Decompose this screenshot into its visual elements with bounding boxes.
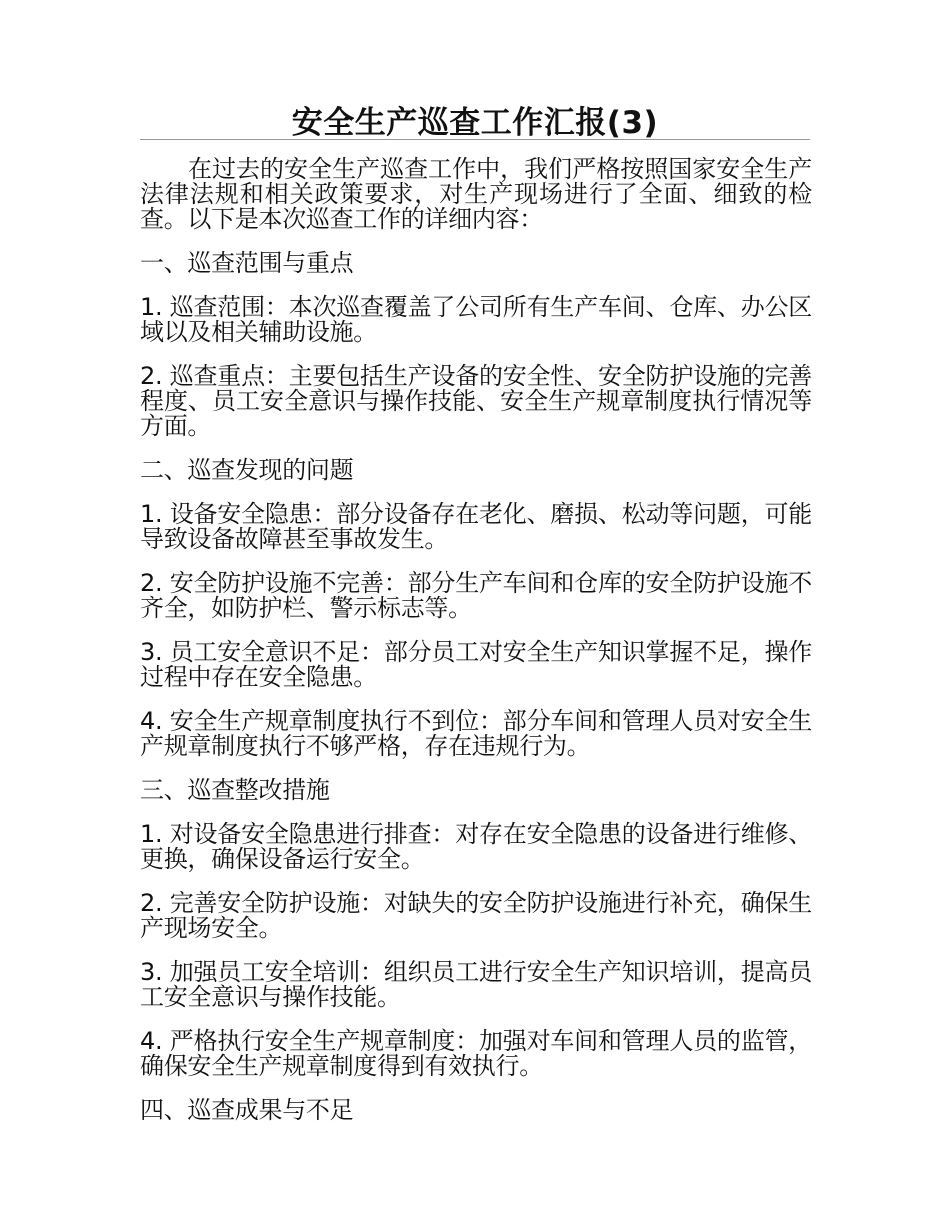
section-heading: 二、巡查发现的问题 <box>140 456 354 484</box>
list-item: 3. 员工安全意识不足：部分员工对安全生产知识掌握不足，操作过程中存在安全隐患。 <box>140 638 812 691</box>
list-item: 4. 安全生产规章制度执行不到位：部分车间和管理人员对安全生产规章制度执行不够严格，存在违规行为。 <box>140 707 812 760</box>
intro-paragraph: 在过去的安全生产巡查工作中，我们严格按照国家安全生产法律法规和相关政策要求，对生产现场进行了全面、细致的检查。以下是本次巡查工作的详细内容： <box>140 155 812 233</box>
document-title: 安全生产巡查工作汇报(3) <box>291 105 659 141</box>
section-heading: 四、巡查成果与不足 <box>140 1096 354 1124</box>
title-underline <box>140 139 810 140</box>
list-item: 2. 巡查重点：主要包括生产设备的安全性、安全防护设施的完善程度、员工安全意识与操作技能、安全生产规章制度执行情况等方面。 <box>140 362 812 440</box>
list-item: 1. 巡查范围：本次巡查覆盖了公司所有生产车间、仓库、办公区域以及相关辅助设施。 <box>140 293 812 346</box>
list-item: 2. 安全防护设施不完善：部分生产车间和仓库的安全防护设施不齐全，如防护栏、警示标志等。 <box>140 569 812 622</box>
section-heading: 三、巡查整改措施 <box>140 776 330 804</box>
document-body <box>140 157 812 1142</box>
list-item: 1. 对设备安全隐患进行排查：对存在安全隐患的设备进行维修、更换，确保设备运行安全。 <box>140 820 812 873</box>
list-item: 3. 加强员工安全培训：组织员工进行安全生产知识培训，提高员工安全意识与操作技能。 <box>140 958 812 1011</box>
list-item: 4. 严格执行安全生产规章制度：加强对车间和管理人员的监管，确保安全生产规章制度得到有效执行。 <box>140 1027 812 1080</box>
list-item: 1. 设备安全隐患：部分设备存在老化、磨损、松动等问题，可能导致设备故障甚至事故发生。 <box>140 500 812 553</box>
list-item: 2. 完善安全防护设施：对缺失的安全防护设施进行补充，确保生产现场安全。 <box>140 889 812 942</box>
section-heading: 一、巡查范围与重点 <box>140 249 354 277</box>
